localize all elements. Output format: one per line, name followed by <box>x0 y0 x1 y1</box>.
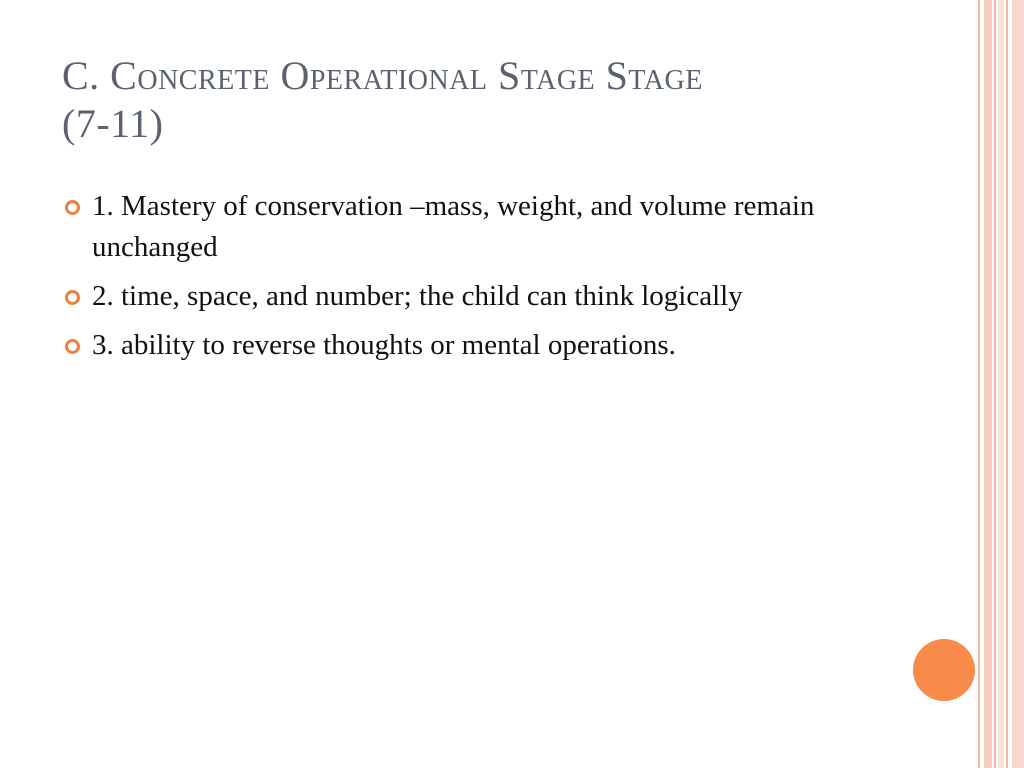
decorative-stripe <box>978 0 980 768</box>
decorative-stripe <box>1012 0 1024 768</box>
bullet-text: 2. time, space, and number; the child can think logically <box>92 280 743 312</box>
bullet-text: 3. ability to reverse thoughts or mental operations. <box>92 329 676 361</box>
slide-title <box>62 52 942 148</box>
bullet-item <box>62 276 922 317</box>
bullet-list <box>62 186 922 374</box>
decorative-stripe <box>994 0 996 768</box>
decorative-stripe <box>998 0 1004 768</box>
bullet-text: 1. Mastery of conservation –mass, weight, and volume remain unchanged <box>92 190 815 263</box>
orange-circle-decoration-icon <box>913 639 975 701</box>
slide-title-line1: C. Concrete Operational Stage Stage <box>62 53 703 98</box>
decorative-stripe <box>1006 0 1008 768</box>
ring-bullet-icon <box>65 200 80 215</box>
ring-bullet-icon <box>65 290 80 305</box>
slide-title-line2: (7-11) <box>62 101 164 146</box>
bullet-item <box>62 325 922 366</box>
decorative-stripe <box>984 0 992 768</box>
ring-bullet-icon <box>65 339 80 354</box>
bullet-item <box>62 186 922 268</box>
